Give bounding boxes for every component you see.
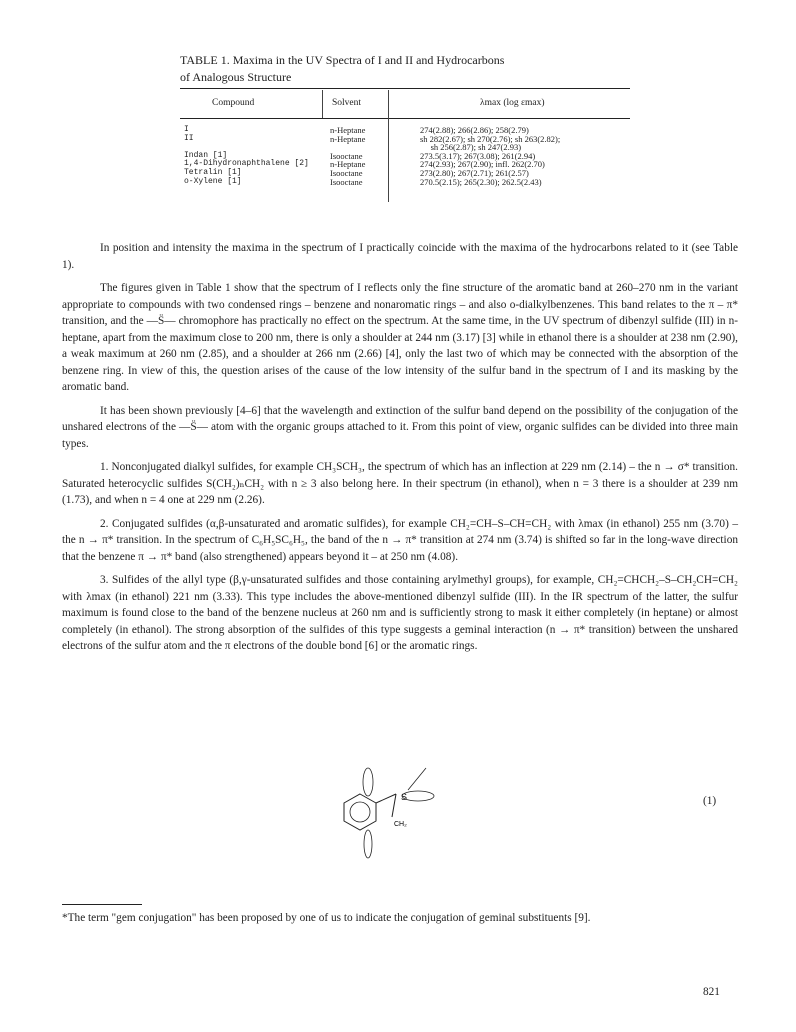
footnote-rule <box>62 904 142 905</box>
table-caption-line1: TABLE 1. Maxima in the UV Spectra of I and II and Hydrocarbons <box>180 53 505 67</box>
header-divider <box>322 90 323 118</box>
column-maxima: 274(2.88); 266(2.86); 258(2.79) sh 282(2.67); sh 270(2.76); sh 263(2.82); sh 256(2.87); sh 247(2.93) 273.5(3.17); 267(3.08); 261(2.94) 274(2.93); 267(2.90); infl. 262(2.70) 273(2.80); 267(2.71); 261(2.57) 270.5(2.15); 265(2.30); 262.5(2.43) <box>420 125 561 187</box>
column-solvents: n-Heptane n-Heptane Isooctane n-Heptane Isooctane Isooctane <box>330 125 366 187</box>
paragraph: In position and intensity the maxima in the spectrum of I practically coincide with the maxima of the hydrocarbons related to it (see Table 1). <box>62 242 738 271</box>
header-lambda: λmax (log εmax) <box>480 98 545 108</box>
body-text <box>62 240 738 655</box>
column-divider <box>388 118 389 202</box>
atom-s-label: S <box>401 792 408 802</box>
paragraph: The figures given in Table 1 show that the spectrum of I reflects only the fine structure of the aromatic band at 260–270 nm in the variant appropriate to compounds with two condensed rings – benzene and nonaromatic rings – and also o-dialkylbenzenes. This band relates to the π – π* transition, and the —S̈— chromophore has practically no effect on the spectrum. At the same time, in the UV spectrum of dibenzyl sulfide (III) in n-heptane, apart from the maximum close to 200 nm, there is only a shoulder at 244 nm (3.17) [3] while in ethanol there is a shoulder at 238 nm (2.90), a weak maximum at 260 nm (2.85), and a shoulder at 266 nm (2.66) [4], only the last two of which may be connected with the absorption of the benzene ring. In view of this, the question arises of the cause of the low intensity of the sulfur band in the spectrum of I and its masking by the aromatic band. <box>62 282 738 393</box>
equation-number: (1) <box>703 795 717 807</box>
table-top-rule <box>180 88 630 89</box>
table-header-rule <box>180 118 630 119</box>
page-number: 821 <box>703 986 720 998</box>
header-solvent: Solvent <box>332 98 362 108</box>
table-caption-line2: of Analogous Structure <box>180 70 292 84</box>
orbital-scheme-figure <box>330 762 450 862</box>
header-divider <box>388 90 389 118</box>
column-compounds: I II Indan [1] 1,4-Dihydronaphthalene [2] Tetralin [1] o-Xylene [1] <box>184 125 309 186</box>
table-caption <box>180 52 640 86</box>
paragraph: 2. Conjugated sulfides (α,β-unsaturated and aromatic sulfides), for example CH₂=CH–S–CH=CH₂ with λmax (in ethanol) 255 nm (3.70) – the n → π* transition. In the spectrum of C₆H₅SC₆H₅, the band of the n → π* transition at 274 nm (3.74) is shifted so far in the long-wave direction that the benzene π → π* band (also strengthened) appears beyond it – at 250 nm (4.08). <box>62 517 738 563</box>
footnote: *The term "gem conjugation" has been proposed by one of us to indicate the conjugation of geminal substituents [9]. <box>62 912 591 924</box>
paragraph: 3. Sulfides of the allyl type (β,γ-unsaturated sulfides and those containing arylmethyl groups), for example, CH₂=CHCH₂–S–CH₂CH=CH₂ with λmax (in ethanol) 221 nm (3.33). This type includes the above-mentioned dibenzyl sulfide (III). In the IR spectrum of the latter, the sulfur maximum is found close to the band of the benzene nucleus at 260 nm and is sufficiently strong to mask it either completely (in heptane) or almost completely (in ethanol). The strong absorption of the sulfides of this type suggests a geminal interaction (n → π* transition) between the unshared electrons of the sulfur atom and the π electrons of the double bond [6] or the aromatic rings. <box>62 574 738 652</box>
paragraph: It has been shown previously [4–6] that the wavelength and extinction of the sulfur band depend on the possibility of the conjugation of the unshared electrons of the —S̈— atom with the organic groups attached to it. From this point of view, organic sulfides can be divided into three main types. <box>62 404 738 450</box>
paragraph: 1. Nonconjugated dialkyl sulfides, for example CH₃SCH₃, the spectrum of which has an inflection at 229 nm (2.14) – the n → σ* transition. Saturated heterocyclic sulfides S(CH₂)ₙCH₂ with n ≥ 3 also belong here. In their spectrum (in ethanol), when n = 3 there is a shoulder at 239 nm (1.73), and when n = 4 one at 229 nm (2.26). <box>62 461 738 506</box>
header-compound: Compound <box>212 98 255 108</box>
atom-ch2-label: CH₂ <box>394 821 407 828</box>
